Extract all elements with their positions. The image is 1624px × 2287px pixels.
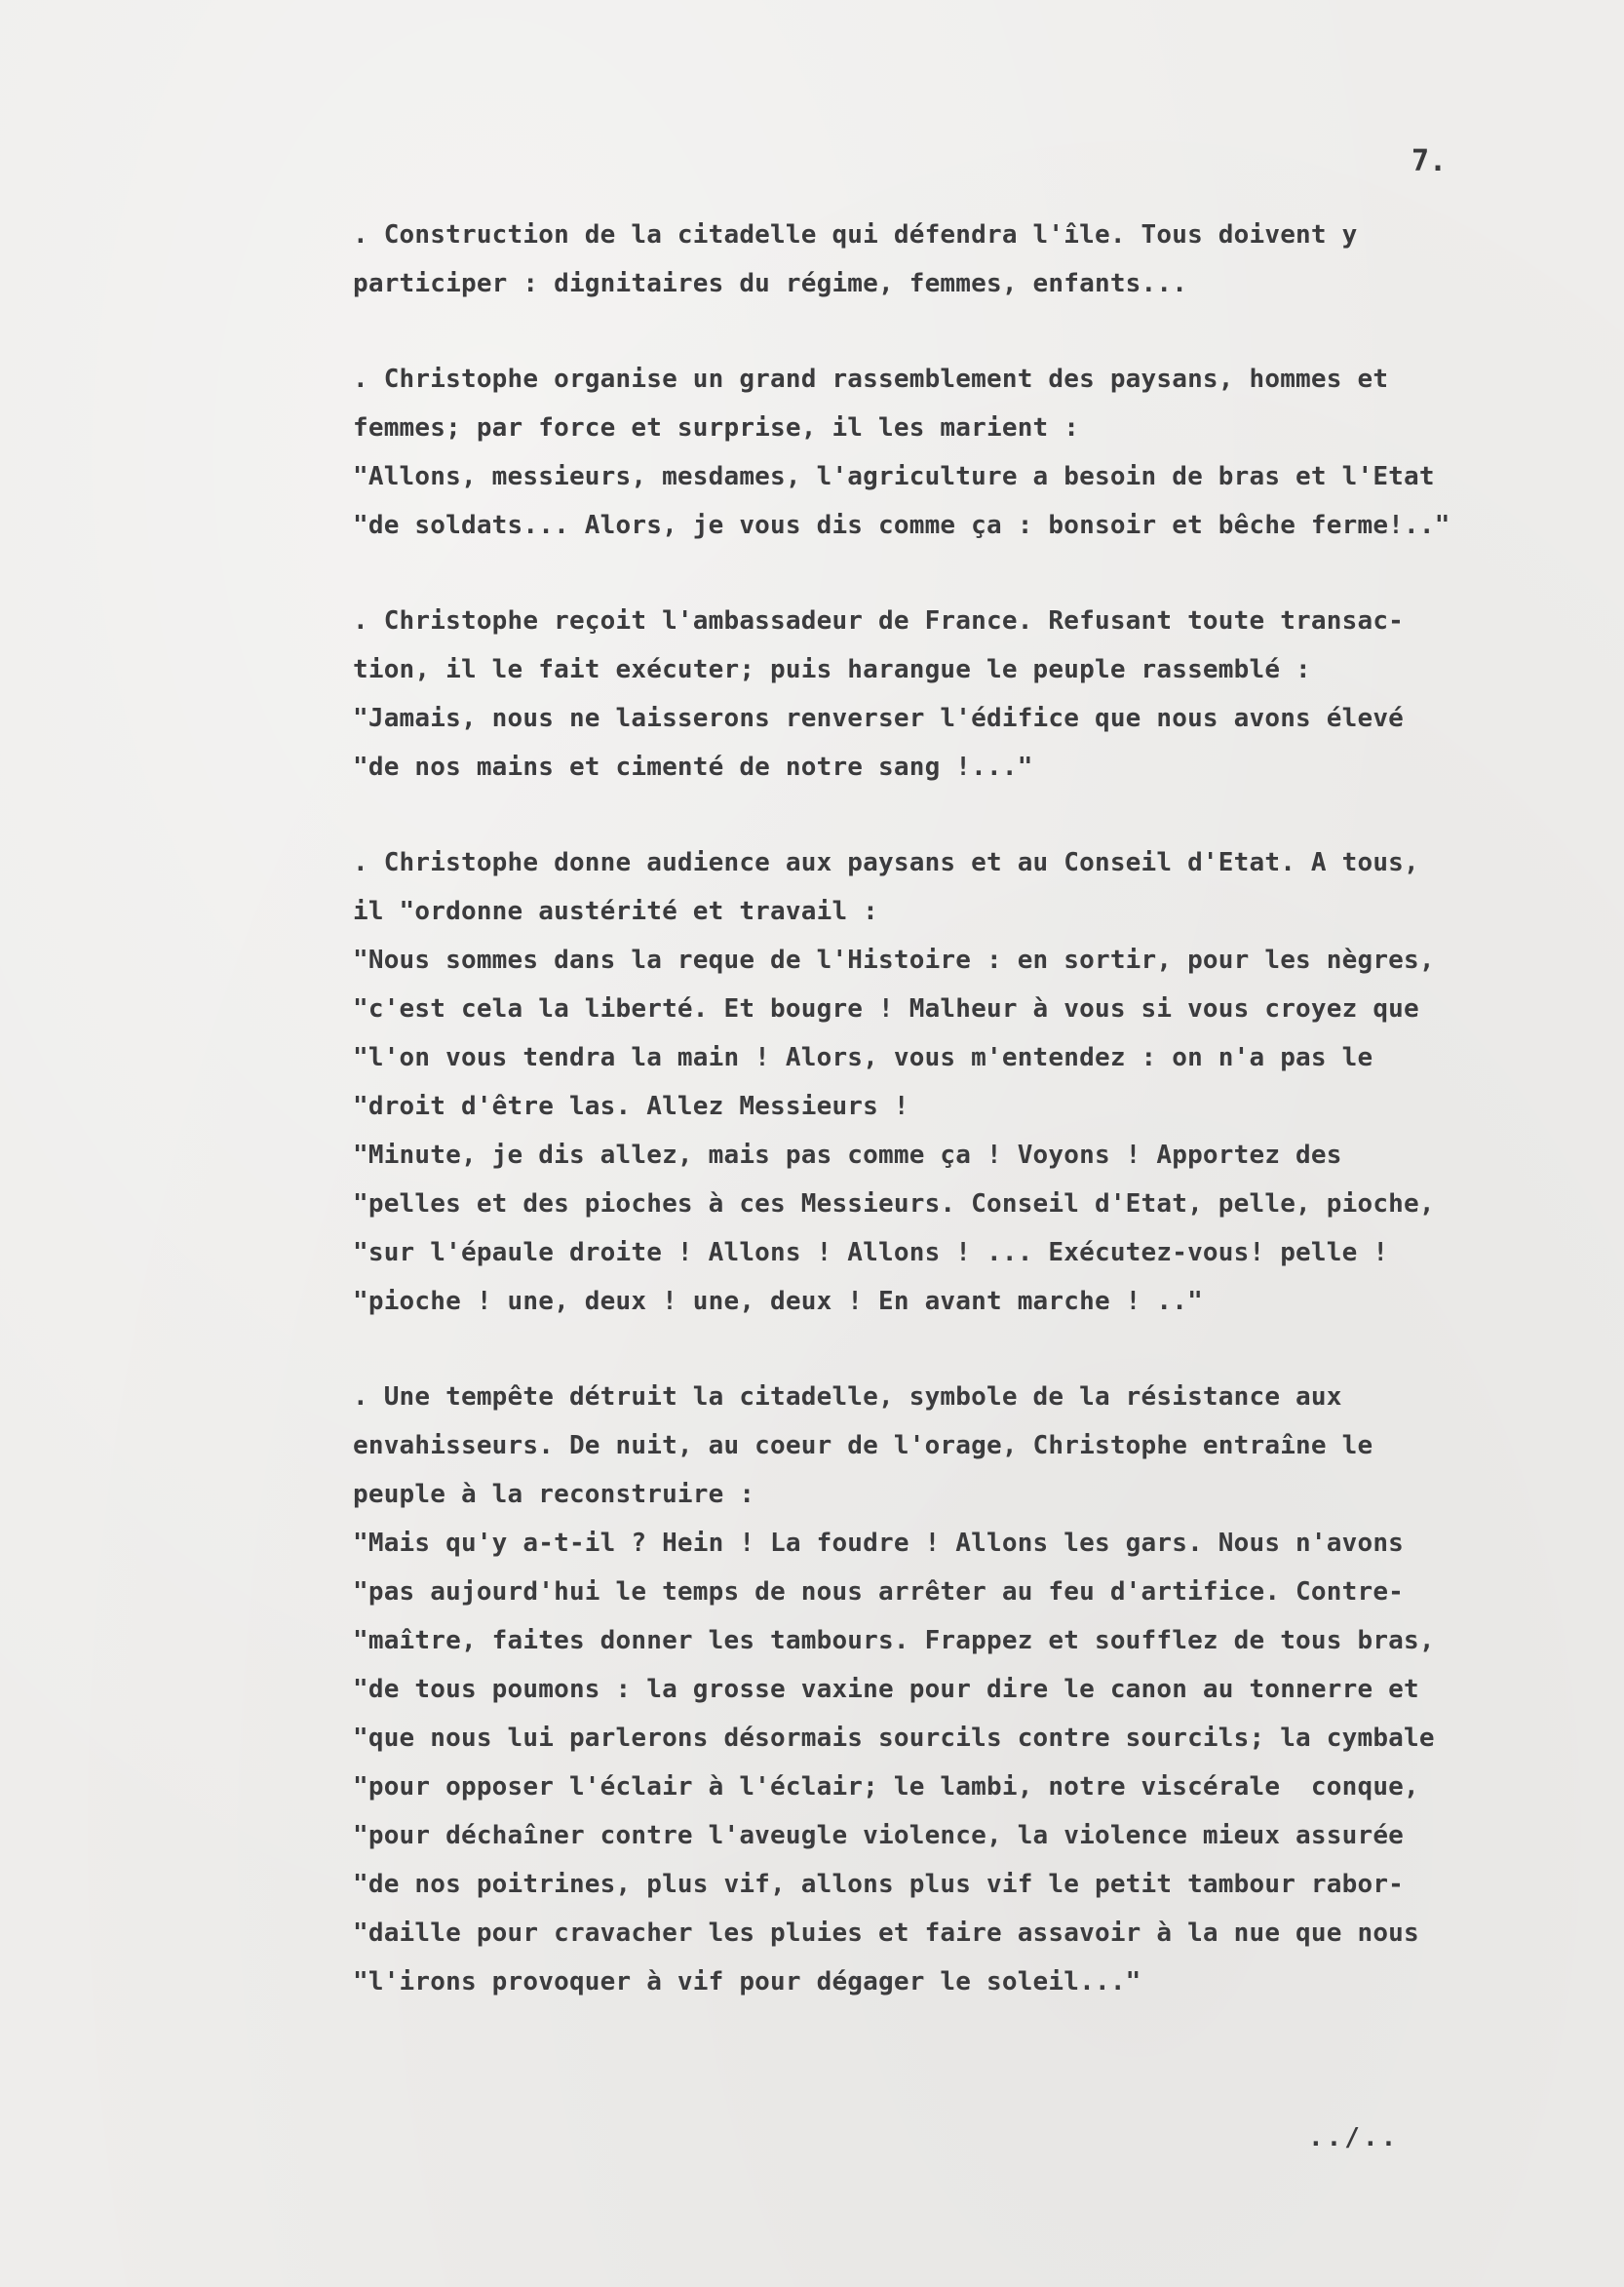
paragraph	[353, 1373, 1503, 2006]
text-line: "Allons, messieurs, mesdames, l'agriculture a besoin de bras et l'Etat	[353, 462, 1435, 491]
text-line: "sur l'épaule droite ! Allons ! Allons ! ... Exécutez-vous! pelle !	[353, 1238, 1389, 1267]
text-line: "que nous lui parlerons désormais sourcils contre sourcils; la cymbale	[353, 1724, 1435, 1753]
text-line: . Une tempête détruit la citadelle, symbole de la résistance aux	[353, 1382, 1342, 1412]
text-line: "l'on vous tendra la main ! Alors, vous m'entendez : on n'a pas le	[353, 1043, 1373, 1072]
text-line: "maître, faites donner les tambours. Frappez et soufflez de tous bras,	[353, 1626, 1435, 1655]
paragraph	[353, 211, 1503, 308]
text-line: il "ordonne austérité et travail :	[353, 897, 879, 926]
text-line: "l'irons provoquer à vif pour dégager le soleil..."	[353, 1967, 1141, 1996]
continuation-mark: ../..	[1308, 2123, 1400, 2152]
text-line: . Christophe donne audience aux paysans et au Conseil d'Etat. A tous,	[353, 848, 1419, 877]
text-line: "Nous sommes dans la reque de l'Histoire : en sortir, pour les nègres,	[353, 946, 1435, 975]
text-line: "pour opposer l'éclair à l'éclair; le lambi, notre viscérale conque,	[353, 1772, 1419, 1802]
text-line: "pelles et des pioches à ces Messieurs. Conseil d'Etat, pelle, pioche,	[353, 1189, 1435, 1219]
text-line: "Jamais, nous ne laisserons renverser l'édifice que nous avons élevé	[353, 704, 1405, 733]
text-line: "de soldats... Alors, je vous dis comme ça : bonsoir et bêche ferme!.."	[353, 511, 1450, 540]
paragraph	[353, 355, 1503, 550]
text-line: "de nos mains et cimenté de notre sang !..."	[353, 753, 1033, 782]
text-line: . Christophe organise un grand rassemblement des paysans, hommes et	[353, 365, 1389, 394]
text-line: "pas aujourd'hui le temps de nous arrêter au feu d'artifice. Contre-	[353, 1577, 1405, 1607]
text-line: . Christophe reçoit l'ambassadeur de France. Refusant toute transac-	[353, 606, 1405, 636]
paragraph	[353, 838, 1503, 1326]
text-line: envahisseurs. De nuit, au coeur de l'orage, Christophe entraîne le	[353, 1431, 1373, 1460]
text-line: "pioche ! une, deux ! une, deux ! En avant marche ! .."	[353, 1287, 1203, 1316]
text-line: "de tous poumons : la grosse vaxine pour dire le canon au tonnerre et	[353, 1675, 1419, 1704]
text-line: "droit d'être las. Allez Messieurs !	[353, 1092, 909, 1121]
text-line: tion, il le fait exécuter; puis harangue le peuple rassemblé :	[353, 655, 1311, 684]
text-line: "daille pour cravacher les pluies et faire assavoir à la nue que nous	[353, 1919, 1419, 1948]
text-line: "Minute, je dis allez, mais pas comme ça ! Voyons ! Apportez des	[353, 1141, 1342, 1170]
text-line: peuple à la reconstruire :	[353, 1480, 755, 1509]
page-number: 7.	[1411, 144, 1448, 178]
text-line: "pour déchaîner contre l'aveugle violence, la violence mieux assurée	[353, 1821, 1405, 1850]
text-line: "c'est cela la liberté. Et bougre ! Malheur à vous si vous croyez que	[353, 994, 1419, 1024]
text-line: . Construction de la citadelle qui défendra l'île. Tous doivent y	[353, 220, 1358, 250]
text-line: participer : dignitaires du régime, femmes, enfants...	[353, 269, 1188, 298]
document-body	[353, 211, 1503, 2053]
text-line: "Mais qu'y a-t-il ? Hein ! La foudre ! Allons les gars. Nous n'avons	[353, 1529, 1405, 1558]
paragraph	[353, 597, 1503, 792]
text-line: femmes; par force et surprise, il les marient :	[353, 413, 1080, 443]
text-line: "de nos poitrines, plus vif, allons plus vif le petit tambour rabor-	[353, 1870, 1405, 1899]
